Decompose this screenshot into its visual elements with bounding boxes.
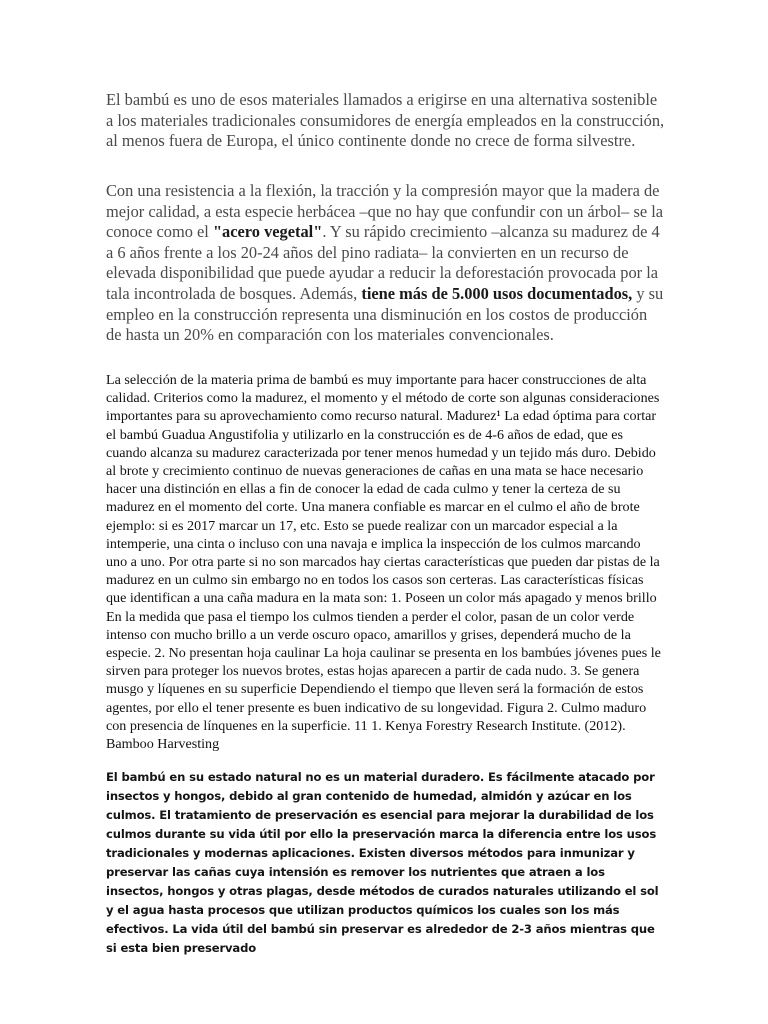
properties-text-3: y su empleo en la construcción representa una disminución en los costos de producción de hasta un 20% en comparación con los materiales convencionales. [106,283,664,345]
properties-text-1: Con una resistencia a la flexión, la tracción y la compresión mayor que la madera de mejor calidad, a esta especie herbácea –que no hay que confundir con un árbol– se la conoce como el [106,181,664,242]
usos-documentados-highlight: tiene más de 5.000 usos documentados, [361,283,633,303]
intro-paragraph: El bambú es uno de esos materiales llamados a erigirse en una alternativa sostenible a los materiales tradicionales consumidores de energía empleados en la construcción, al menos fuera de Europa, el único continente donde no crece de forma silvestre. [106,90,665,151]
properties-text-2: . Y su rápido crecimiento –alcanza su madurez de 4 a 6 años frente a los 20-24 años del pino radiata– la convierten en un recurso de elevada disponibilidad que puede ayudar a reducir la deforestación provocada por la tala incontrolada de bosques. Además, [106,222,660,303]
preservation-paragraph: El bambú en su estado natural no es un material duradero. Es fácilmente atacado por insectos y hongos, debido al gran contenido de humedad, almidón y azúcar en los culmos. El tratamiento de preservación es esencial para mejorar la durabilidad de los culmos durante su vida útil por ello la preservación marca la diferencia entre los usos tradicionales y modernas aplicaciones. Existen diversos métodos para inmunizar y preservar las cañas cuya intensión es remover los nutrientes que atraen a los insectos, hongos y otras plagas, desde métodos de curados naturales utilizando el sol y el agua hasta procesos que utilizan productos químicos los cuales son los más efectivos. La vida útil del bambú sin preservar es alrededor de 2-3 años mientras que si esta bien preservado [106,770,659,955]
properties-paragraph [106,181,666,346]
selection-paragraph: La selección de la materia prima de bambú es muy importante para hacer construcciones de alta calidad. Criterios como la madurez, el momento y el método de corte son algunas consideraciones importantes para su aprovechamiento como recurso natural. Madurez¹ La edad óptima para cortar el bambú Guadua Angustifolia y utilizarlo en la construcción es de 4-6 años de edad, que es cuando alcanza su madurez caracterizada por tener menos humedad y un tejido más duro. Debido al brote y crecimiento continuo de nuevas generaciones de cañas en una mata se hace necesario hacer una distinción en ellas a fin de conocer la edad de cada culmo y tener la certeza de su madurez en el momento del corte. Una manera confiable es marcar en el culmo el año de brote ejemplo: si es 2017 marcar un 17, etc. Esto se puede realizar con un marcador especial a la intemperie, una cinta o incluso con una navaja e implica la inspección de los culmos marcando uno a uno. Por otra parte si no son marcados hay ciertas características que pueden dar pistas de la madurez en un culmo sin embargo no en todos los casos son certeras. Las características físicas que identifican a una caña madura en la mata son: 1. Poseen un color más apagado y menos brillo En la medida que pasa el tiempo los culmos tienden a perder el color, pasan de un color verde intenso con mucho brillo a un verde oscuro opaco, amarillos y grises, dependerá mucho de la especie. 2. No presentan hoja caulinar La hoja caulinar se presenta en los bambúes jóvenes pues le sirven para proteger los nuevos brotes, estas hojas aparecen a partir de cada nudo. 3. Se genera musgo y líquenes en su superficie Dependiendo el tiempo que lleven será la formación de estos agentes, por ello el tener presente es buen indicativo de su longevidad. Figura 2. Culmo maduro con presencia de línquenes en la superficie. 11 1. Kenya Forestry Research Institute. (2012). Bamboo Harvesting [106,372,661,753]
acero-vegetal-highlight: "acero vegetal" [212,222,323,242]
